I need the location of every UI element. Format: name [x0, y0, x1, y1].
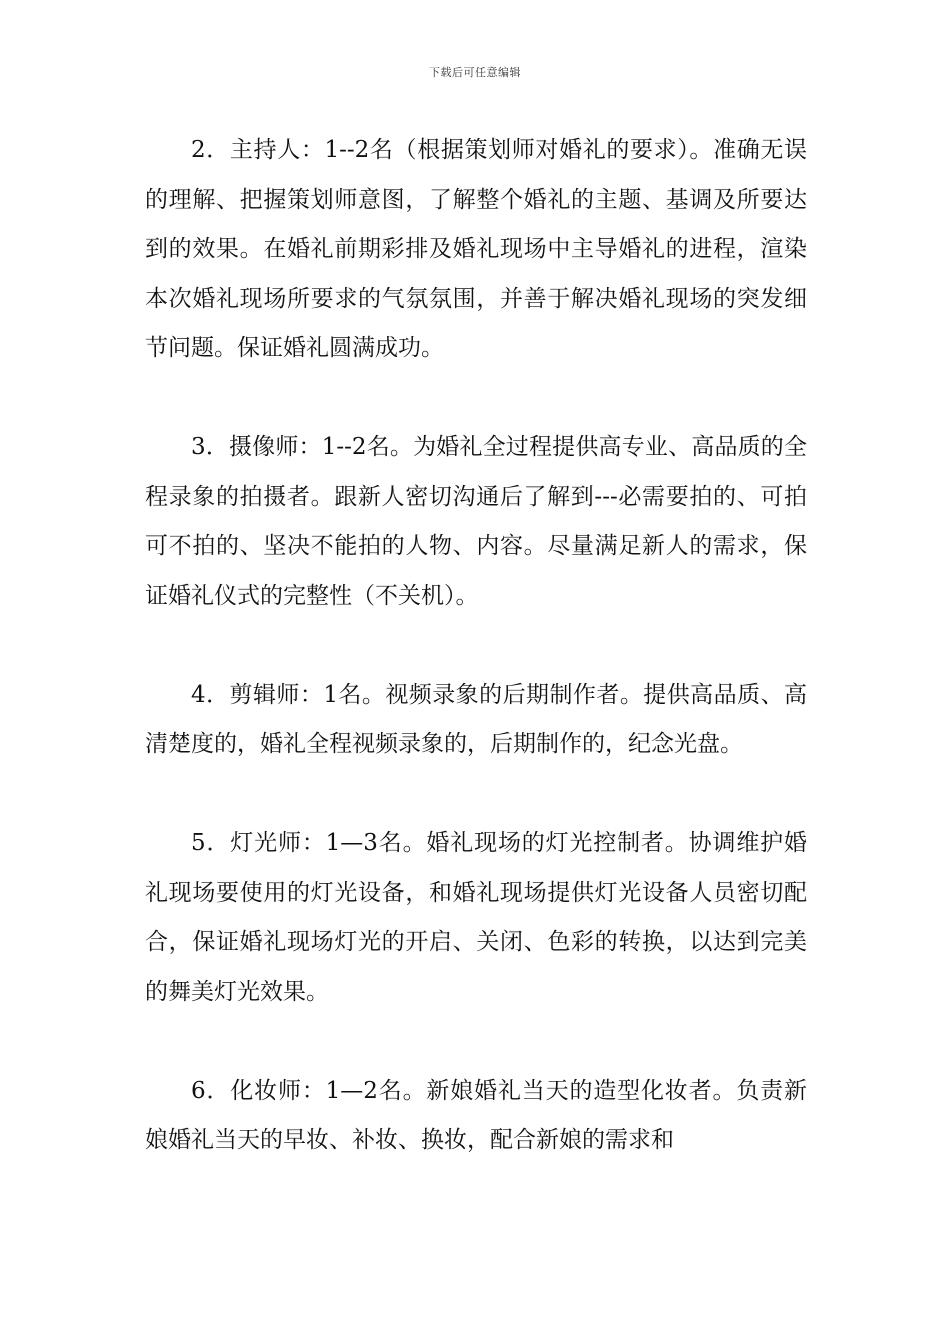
paragraph-makeup: 6．化妆师：1—2名。新娘婚礼当天的造型化妆者。负责新娘婚礼当天的早妆、补妆、换妆，配合新娘的需求和 — [145, 1077, 807, 1153]
paragraph-host: 2．主持人：1--2名（根据策划师对婚礼的要求）。准确无误的理解、把握策划师意图，了解整个婚礼的主题、基调及所要达到的效果。在婚礼前期彩排及婚礼现场中主导婚礼的进程，渲染本次婚礼现场所要求的气氛氛围，并善于解决婚礼现场的突发细节问题。保证婚礼圆满成功。 — [145, 137, 807, 361]
paragraph-editor: 4．剪辑师：1名。视频录象的后期制作者。提供高品质、高清楚度的，婚礼全程视频录象的，后期制作的，纪念光盘。 — [145, 681, 807, 757]
paragraph-lighting: 5．灯光师：1—3名。婚礼现场的灯光控制者。协调维护婚礼现场要使用的灯光设备，和婚礼现场提供灯光设备人员密切配合，保证婚礼现场灯光的开启、关闭、色彩的转换，以达到完美的舞美灯光效果。 — [145, 830, 807, 1005]
document-body — [145, 126, 807, 1166]
paragraph-videographer: 3．摄像师：1--2名。为婚礼全过程提供高专业、高品质的全程录象的拍摄者。跟新人密切沟通后了解到---必需要拍的、可拍可不拍的、坚决不能拍的人物、内容。尽量满足新人的需求，保证婚礼仪式的完整性（不关机）。 — [145, 434, 807, 609]
page-header: 下载后可任意编辑 — [429, 66, 521, 79]
